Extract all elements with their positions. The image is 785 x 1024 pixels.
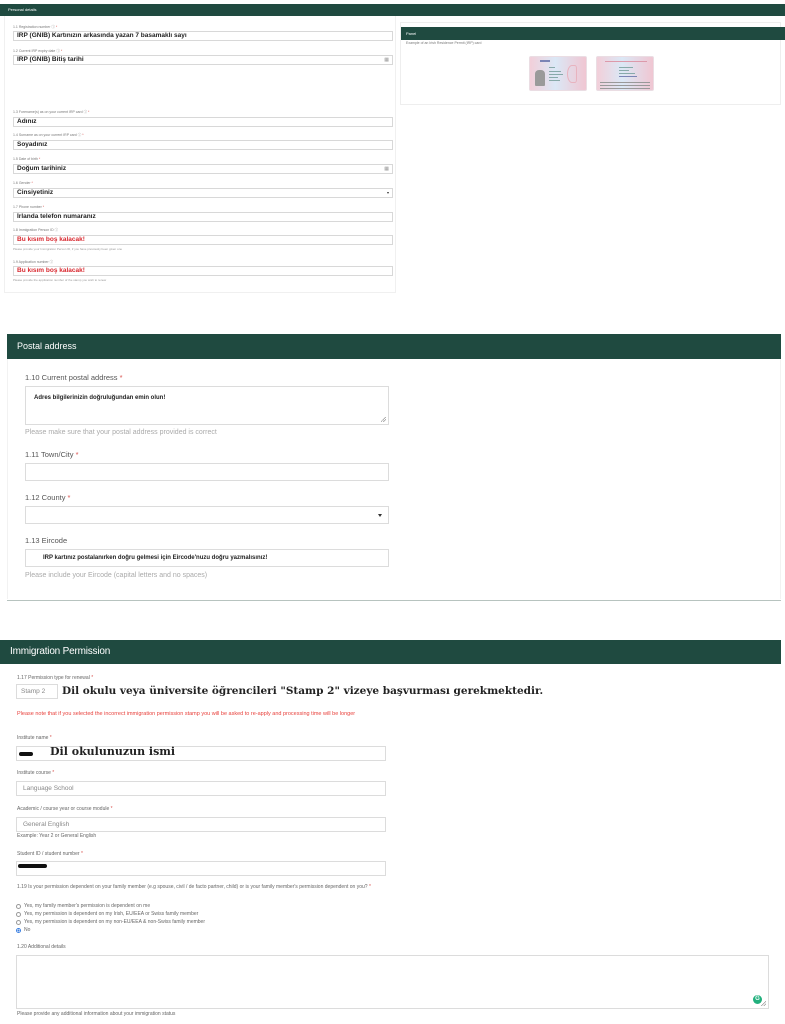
- registration-number-input[interactable]: IRP (GNIB) Kartınızın arkasında yazan 7 basamaklı sayı: [13, 31, 393, 41]
- dropdown-caret-icon: [387, 192, 389, 194]
- gender-select[interactable]: Cinsiyetiniz: [13, 188, 393, 198]
- dependency-option-non-eu-family[interactable]: Yes, my permission is dependent on my non-EU/EEA & non-Swiss family member: [16, 919, 205, 925]
- permission-type-instruction-overlay: Dil okulu veya üniversite öğrencileri "Stamp 2" vizeye başvurması gerekmektedir.: [62, 685, 544, 697]
- panel-header: Panel: [401, 27, 785, 40]
- phone-number-label: 1.7 Phone number *: [13, 205, 45, 209]
- surname-input[interactable]: Soyadınız: [13, 140, 393, 150]
- phone-number-input[interactable]: İrlanda telefon numaranız: [13, 212, 393, 222]
- student-id-label: Student ID / student number *: [17, 851, 83, 857]
- radio-button[interactable]: [16, 920, 21, 925]
- harp-emblem: [567, 65, 577, 83]
- registration-number-label: 1.1 Registration number ⓘ *: [13, 25, 58, 29]
- forename-label: 1.3 Forename(s) as on your current IRP card ⓘ *: [13, 110, 90, 114]
- application-number-input[interactable]: Bu kısım boş kalacak!: [13, 266, 393, 276]
- resize-handle-icon[interactable]: [761, 1001, 766, 1006]
- dependency-option-no[interactable]: No: [16, 927, 30, 933]
- section-divider: [7, 600, 781, 601]
- application-number-label: 1.9 Application number ⓘ: [13, 260, 54, 264]
- postal-address-help: Please make sure that your postal address provided is correct: [25, 429, 217, 436]
- calendar-icon[interactable]: ▦: [384, 166, 389, 172]
- gender-label: 1.6 Gender *: [13, 181, 33, 185]
- radio-button[interactable]: [16, 912, 21, 917]
- institute-course-input[interactable]: Language School: [16, 781, 386, 796]
- section-header-immigration-permission: Immigration Permission: [0, 640, 781, 664]
- eircode-label: 1.13 Eircode: [25, 536, 68, 545]
- eircode-help: Please include your Eircode (capital letters and no spaces): [25, 572, 208, 579]
- dependency-question-label: 1.19 Is your permission dependent on your family member (e.g spouse, civil / de facto partner, child) or is your family member's permission dependent on you? *: [17, 884, 371, 890]
- date-of-birth-input[interactable]: Doğum tarihiniz ▦: [13, 164, 393, 174]
- additional-details-label: 1.20 Additional details: [17, 944, 66, 950]
- postal-address-label: 1.10 Current postal address *: [25, 373, 123, 382]
- radio-button-selected[interactable]: [16, 928, 21, 933]
- forename-input[interactable]: Adınız: [13, 117, 393, 127]
- additional-details-help: Please provide any additional information about your immigration status: [17, 1011, 176, 1017]
- section-header-personal-details: Personal details: [0, 4, 785, 16]
- redaction-mark: [19, 752, 33, 756]
- application-number-help: Please provide the application number of the stamp you wish to renew: [13, 278, 107, 282]
- county-label: 1.12 County *: [25, 493, 71, 502]
- county-select[interactable]: [25, 506, 389, 524]
- date-of-birth-label: 1.5 Date of birth *: [13, 157, 41, 161]
- irp-expiry-date-input[interactable]: IRP (GNIB) Bitiş tarihi ▦: [13, 55, 393, 65]
- eircode-input[interactable]: IRP kartınız postalanırken doğru gelmesi için Eircode'nuzu doğru yazmalısınız!: [25, 549, 389, 567]
- dependency-option-irish-eu-family[interactable]: Yes, my permission is dependent on my Irish, EU/EEA or Swiss family member: [16, 911, 198, 917]
- institute-name-overlay: Dil okulunuzun ismi: [50, 745, 176, 758]
- institute-course-label: Institute course *: [17, 770, 55, 776]
- personal-details-section: [0, 0, 785, 297]
- permission-type-select[interactable]: Stamp 2: [16, 684, 58, 699]
- permission-warning-text: Please note that if you selected the incorrect immigration permission stamp you will be asked to re-apply and processing time will be longer: [17, 711, 356, 717]
- irp-expiry-date-label: 1.2 Current IRP expiry date ⓘ *: [13, 49, 63, 53]
- dropdown-caret-icon: [378, 514, 382, 517]
- surname-label: 1.4 Surname as on your current IRP card ⓘ *: [13, 133, 84, 137]
- dependency-option-family-dependent-on-me[interactable]: Yes, my family member's permission is dependent on me: [16, 903, 150, 909]
- town-city-label: 1.11 Town/City *: [25, 450, 79, 459]
- student-id-input[interactable]: [16, 861, 386, 876]
- calendar-icon[interactable]: ▦: [384, 57, 389, 63]
- resize-handle-icon[interactable]: [381, 417, 386, 422]
- additional-details-textarea[interactable]: [16, 955, 769, 1009]
- panel-description: Example of an Irish Residence Permit (IRP) card: [406, 41, 482, 45]
- postal-address-section: [0, 330, 785, 605]
- institute-name-label: Institute name *: [17, 735, 52, 741]
- academic-year-input[interactable]: General English: [16, 817, 386, 832]
- grammarly-icon[interactable]: G: [753, 995, 762, 1004]
- portrait-photo: [535, 70, 545, 86]
- immigration-person-id-help: Please provide your Immigration Person ID, if you have previously been given one: [13, 247, 123, 251]
- postal-address-textarea[interactable]: Adres bilgilerinizin doğruluğundan emin olun!: [25, 386, 389, 425]
- redaction-mark: [18, 864, 47, 868]
- radio-button[interactable]: [16, 904, 21, 909]
- academic-year-help: Example: Year 2 or General English: [17, 833, 97, 839]
- immigration-person-id-input[interactable]: Bu kısım boş kalacak!: [13, 235, 393, 245]
- immigration-person-id-label: 1.8 Immigration Person ID ⓘ: [13, 228, 59, 232]
- irp-card-front-image: [529, 56, 587, 91]
- irp-example-panel: [400, 22, 781, 105]
- section-header-postal-address: Postal address: [7, 334, 781, 359]
- academic-year-label: Academic / course year or course module *: [17, 806, 113, 812]
- town-city-input[interactable]: [25, 463, 389, 481]
- irp-card-back-image: [596, 56, 654, 91]
- permission-type-label: 1.17 Permission type for renewal *: [17, 675, 94, 681]
